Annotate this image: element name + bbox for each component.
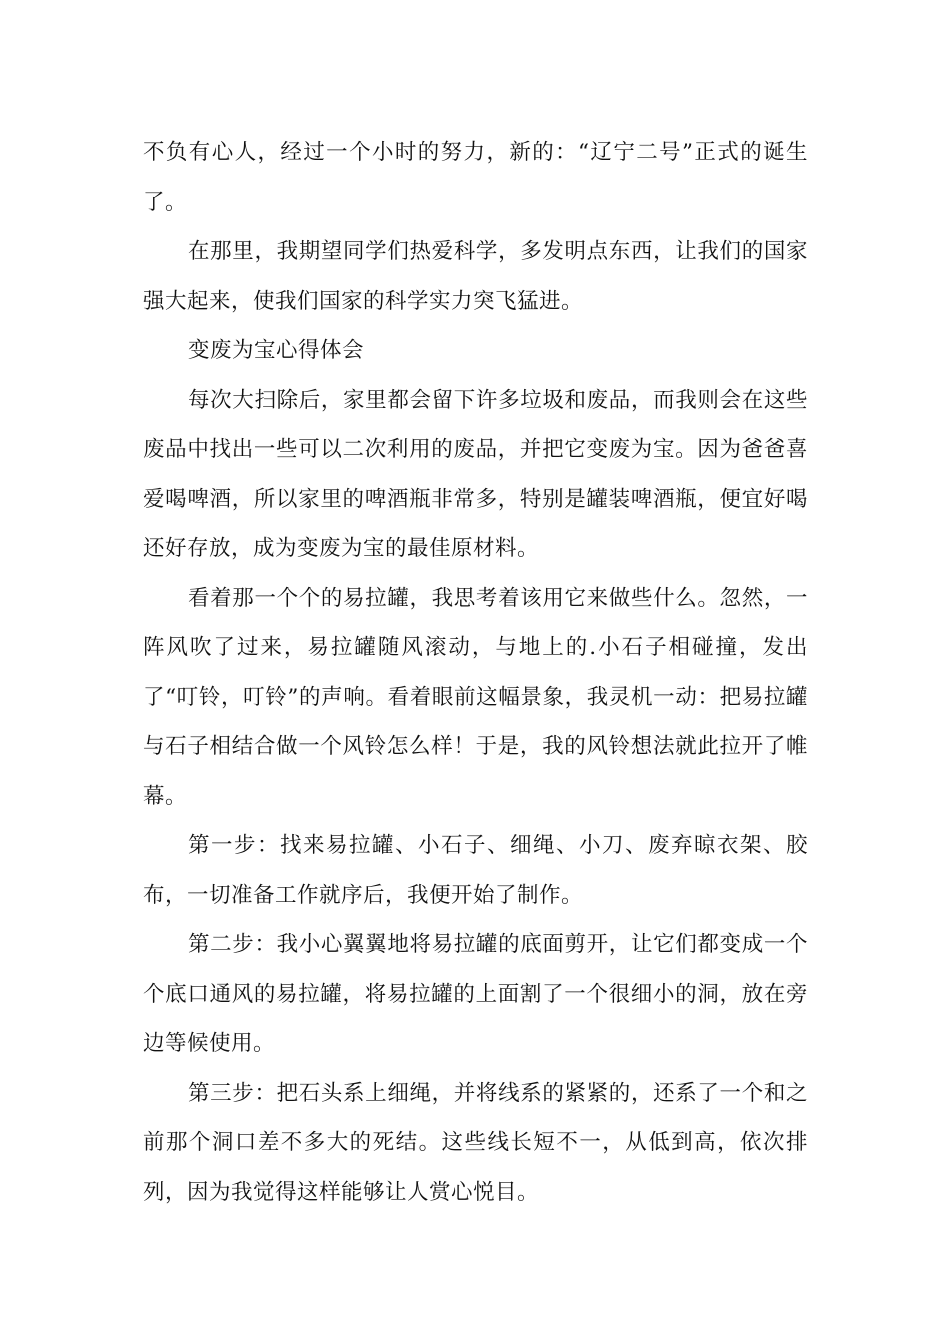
paragraph-idea: 看着那一个个的易拉罐，我思考着该用它来做些什么。忽然，一阵风吹了过来，易拉罐随风滚动，与地上的.小石子相碰撞，发出了“叮铃，叮铃”的声响。看着眼前这幅景象，我灵机一动：把易拉罐与石子相结合做一个风铃怎么样！于是，我的风铃想法就此拉开了帷幕。 [143,585,808,809]
section-heading: 变废为宝心得体会 [188,338,365,363]
paragraph-wish: 在那里，我期望同学们热爱科学，多发明点东西，让我们的国家强大起来，使我们国家的科学实力突飞猛进。 [143,239,808,314]
paragraph-step-3: 第三步：把石头系上细绳，并将线系的紧紧的，还系了一个和之前那个洞口差不多大的死结。这些线长短不一，从低到高，依次排列，因为我觉得这样能够让人赏心悦目。 [143,1080,808,1205]
paragraph-intro: 每次大扫除后，家里都会留下许多垃圾和废品，而我则会在这些废品中找出一些可以二次利用的废品，并把它变废为宝。因为爸爸喜爱喝啤酒，所以家里的啤酒瓶非常多，特别是罐装啤酒瓶，便宜好喝还好存放，成为变废为宝的最佳原材料。 [143,387,808,561]
paragraph-step-1: 第一步：找来易拉罐、小石子、细绳、小刀、废弃晾衣架、胶布，一切准备工作就序后，我便开始了制作。 [143,833,808,908]
paragraph-step-2: 第二步：我小心翼翼地将易拉罐的底面剪开，让它们都变成一个个底口通风的易拉罐，将易拉罐的上面割了一个很细小的洞，放在旁边等候使用。 [143,932,808,1056]
document-body [143,128,808,1217]
paragraph-continuation: 不负有心人，经过一个小时的努力，新的：“辽宁二号”正式的诞生了。 [143,140,808,215]
